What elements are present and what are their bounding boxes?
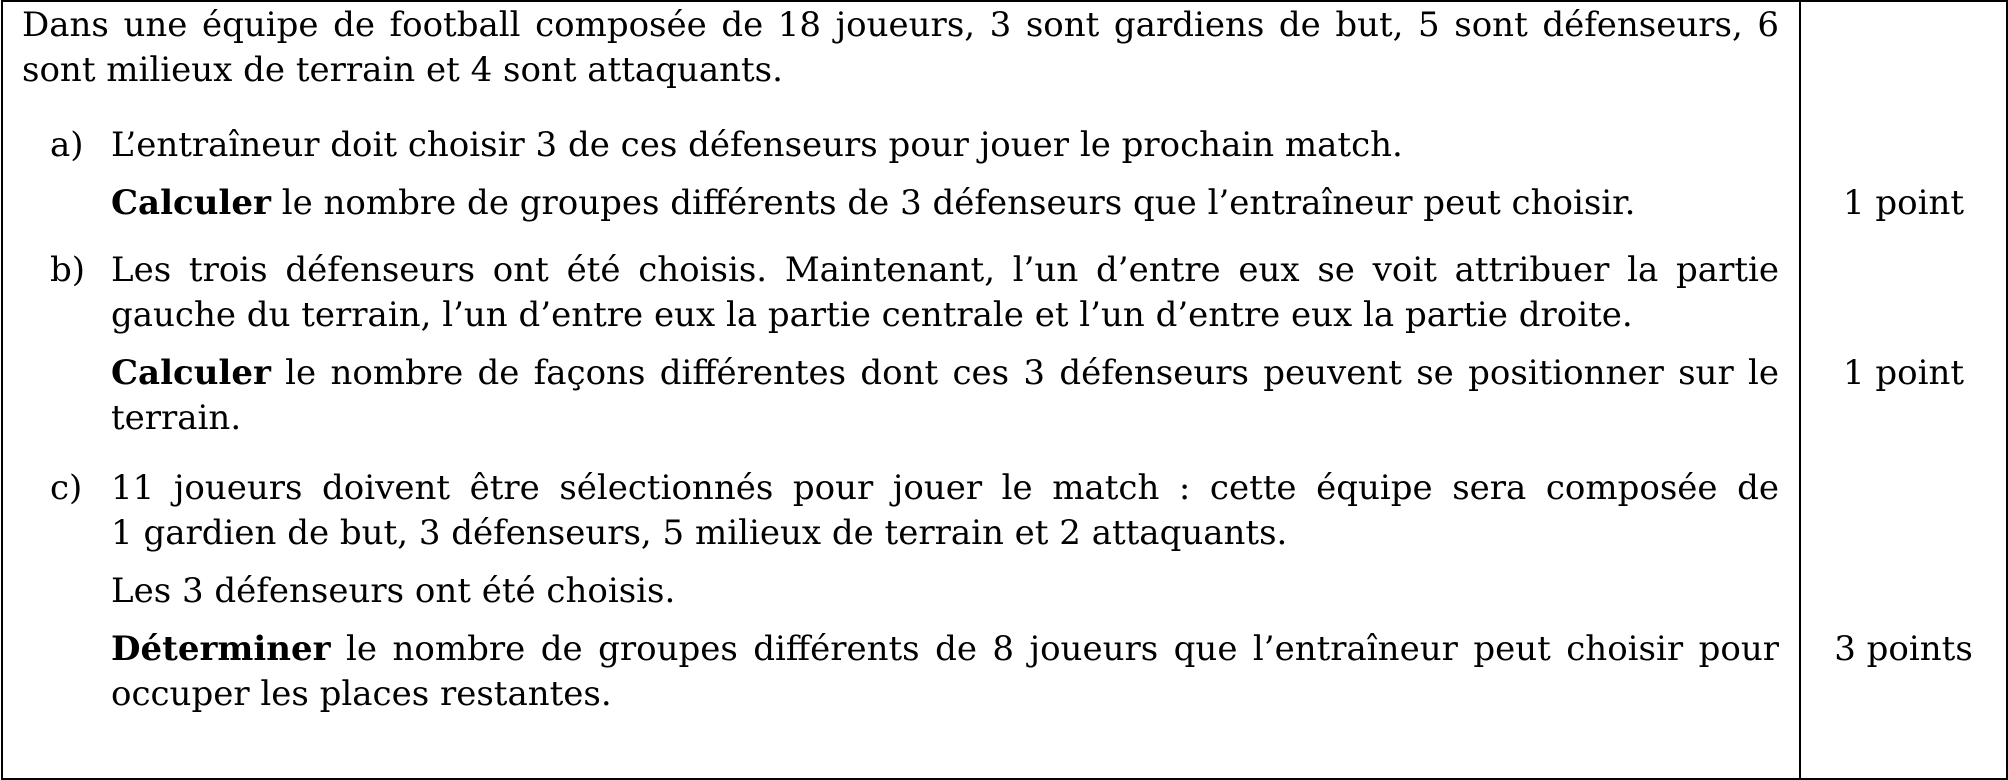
- question-c-task-line-2: occuper les places restantes.: [111, 674, 612, 714]
- question-a-task-verb: Calculer: [111, 183, 271, 223]
- question-b-task-verb: Calculer: [111, 353, 271, 393]
- intro-line-1: Dans une équipe de football composée de 18 joueurs, 3 sont gardiens de but, 5 sont défenseurs, 6: [22, 5, 1779, 45]
- question-a-label: a): [50, 125, 84, 165]
- question-c-line-3: Les 3 défenseurs ont été choisis.: [111, 571, 676, 611]
- question-c-task-text: le nombre de groupes différents de 8 joueurs que l’entraîneur peut choisir pour: [330, 629, 1779, 669]
- question-c-points: 3 points: [1834, 629, 1973, 669]
- question-b-line-1: Les trois défenseurs ont été choisis. Maintenant, l’un d’entre eux se voit attribuer la partie: [111, 250, 1779, 290]
- question-a-line-1: L’entraîneur doit choisir 3 de ces défenseurs pour jouer le prochain match.: [111, 125, 1403, 165]
- question-b-task-text: le nombre de façons différentes dont ces 3 défenseurs peuvent se positionner sur le: [270, 353, 1779, 393]
- intro-line-2: sont milieux de terrain et 4 sont attaquants.: [22, 50, 783, 90]
- question-b-task-line-2: terrain.: [111, 398, 242, 438]
- question-b-line-2: gauche du terrain, l’un d’entre eux la partie centrale et l’un d’entre eux la partie droite.: [111, 295, 1633, 335]
- question-c-task: [111, 627, 1779, 671]
- question-b-task: [111, 351, 1779, 395]
- question-b-points: 1 point: [1842, 353, 1965, 393]
- question-a-task: [111, 181, 1636, 225]
- question-a-points: 1 point: [1842, 183, 1965, 223]
- question-c-line-1: 11 joueurs doivent être sélectionnés pour jouer le match : cette équipe sera composée de: [111, 468, 1779, 508]
- question-c-line-2: 1 gardien de but, 3 défenseurs, 5 milieux de terrain et 2 attaquants.: [111, 513, 1288, 553]
- question-a-task-text: le nombre de groupes différents de 3 défenseurs que l’entraîneur peut choisir.: [270, 183, 1636, 223]
- question-c-task-verb: Déterminer: [111, 629, 331, 669]
- question-b-label: b): [50, 250, 86, 290]
- question-c-label: c): [50, 468, 83, 508]
